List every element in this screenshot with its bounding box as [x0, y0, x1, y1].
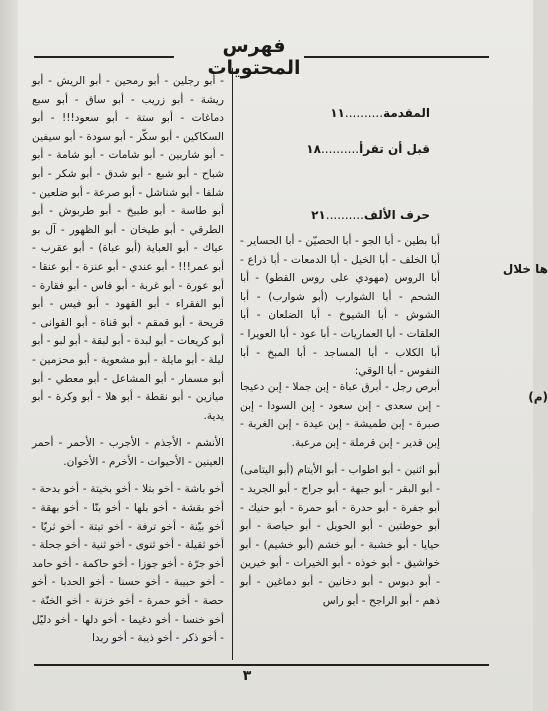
names-paragraph: الأنشم - الأجذم - الأجرب - الأحمر - أحمر العينين - الأحيوات - الأخرم - الأخوان. — [32, 437, 224, 468]
left-column — [32, 72, 224, 648]
toc-entry-dots: .......... — [344, 106, 384, 120]
footer-rule — [34, 664, 489, 666]
column-divider — [232, 68, 233, 660]
book-page — [18, 0, 548, 711]
toc-entry-introduction — [240, 106, 430, 120]
title-rule-left — [34, 56, 174, 58]
toc-entry-label: حرف الألف — [363, 208, 430, 222]
facing-page-edge — [0, 0, 18, 711]
bleed-through-text: ها خلال — [502, 262, 548, 276]
alef-names-intro: أبا بطين - أبا الجو - أبا الحصيّن - أبا الحساير - أبا الخلف - أبا الخيل - أبا الدمعات - أبا ذراع - أبا الروس (مهودي على روس القطو) - أبا الشحم - أبا الشوارب (أبو شوارب) - أبا الشوش - أبا الشيوخ - أبا الضلعان - أبا العلقات - أبا العماريات - أبا عود - أبا العويرا - أبا الكلاب - أبا المساجد - أبا المبخ - أبا النفوس - أبا الوقي: — [240, 235, 440, 378]
names-paragraph: - أبو رجلين - أبو رمحين - أبو الريش - أبو ريشة - أبو زريب - أبو ساق - أبو سبع دماغات - أبو ستة - أبو سعود!!! - أبو السكاكين - أبو سكّر - أبو سودة - أبو سيفين - أبو شاربين - أبو شامات - أبو شامة - أبو شباح - أبو شبع - أبو شدق - أبو شكر - أبو شلفا - أبو شناشل - أبو صرعة - أبو ضلعين - أبو طاسة - أبو طبيخ - أبو طربوش - أبو الطرقي - أبو طيخان - أبو الظهور - آل بو عياك - أبو العباية (أبو عباة) - أبو عقرب - أبو عمر!!! - أبو عندي - أبو عنزة - أبو عنقا - أبو عورة - أبو غربة - أبو فاس - أبو فقارة - أبو الفقراء - أبو القهود - أبو فيس - أبو قريحة - أبو قمقم - أبو قناة - أبو القوانى - أبو كريعات - أبو لبدة - أبو لبقة - أبو لبو - أبو ليلة - أبو مايلة - أبو مشعوية - أبو محزمين - أبو مسمار - أبو المشاعل - أبو معطي - أبو ميازين - أبو نقطة - أبو هلا - أبو وكرة - أبو يدية. — [32, 75, 224, 422]
toc-entry-page: ١١ — [330, 106, 345, 120]
title-rule-right — [304, 56, 489, 58]
toc-entry-letter-alef — [240, 208, 430, 222]
right-column — [240, 378, 440, 610]
page-number: ٣ — [242, 668, 252, 684]
page-title: فهرس المحتويات — [207, 35, 301, 79]
toc-entry-label: قبل أن تقرأ — [359, 142, 430, 156]
names-paragraph: أخو باشة - أخو بتلا - أخو بخيتة - أخو بدحة - أخو بقشة - أخو بلها - أخو بنّا - أخو بهقة - أخو بيّنة - أخو ترفة - أخو تيتة - أخو ثريّا - أخو ثقيلة - أخو ثنوى - أخو ثنية - أخو جحلة - أخو جرّة - أخو جوزا - أخو حاكمة - أخو حامد - أخو حبيبة - أخو حسنا - أخو الحدبا - أخو حصة - أخو حمرة - أخو خزنة - أخو الخنّة - أخو خنسا - أخو دغيما - أخو دلها - أخو دليّل - أخو ذكر - أخو ذيبة - أخو ربدا — [32, 483, 224, 645]
toc-entry-before-reading — [240, 142, 430, 156]
toc-entry-dots: .......... — [325, 208, 364, 222]
names-paragraph: أبرص رجل - أبرق عباة - إبن جملا - إبن دعيجا - إبن سعدى - إبن سعود - إبن السودا - إبن صبرة - إبن طميشة - إبن عيدة - إبن الغربة - إبن قدير - إبن قرملة - إبن مرعبة. — [240, 381, 440, 449]
toc-entry-page: ٢١ — [311, 208, 326, 222]
names-paragraph: أبو اثنين - أبو اطواب - أبو الأيتام (أبو اليتامى) - أبو البقر - أبو جبهة - أبو جراح - أبو الجريد - أبو جفرة - أبو حدرة - أبو حمرة - أبو حنيك - أبو حوطتين - أبو الحويل - أبو حياصة - أبو حيايا - أبو خشبة - أبو خشم (أبو خشيم) - أبو خواشيق - أبو خوذه - أبو الخيرات - أبو خيرين - أبو دبوس - أبو دخانين - أبو دماغين - أبو ذهم - أبو الراجح - أبو راس — [240, 464, 440, 607]
toc-entry-label: المقدمة — [383, 106, 430, 120]
bleed-through-text: (م) — [528, 390, 548, 404]
toc-entry-page: ١٨ — [306, 142, 321, 156]
toc-entry-dots: .......... — [320, 142, 360, 156]
